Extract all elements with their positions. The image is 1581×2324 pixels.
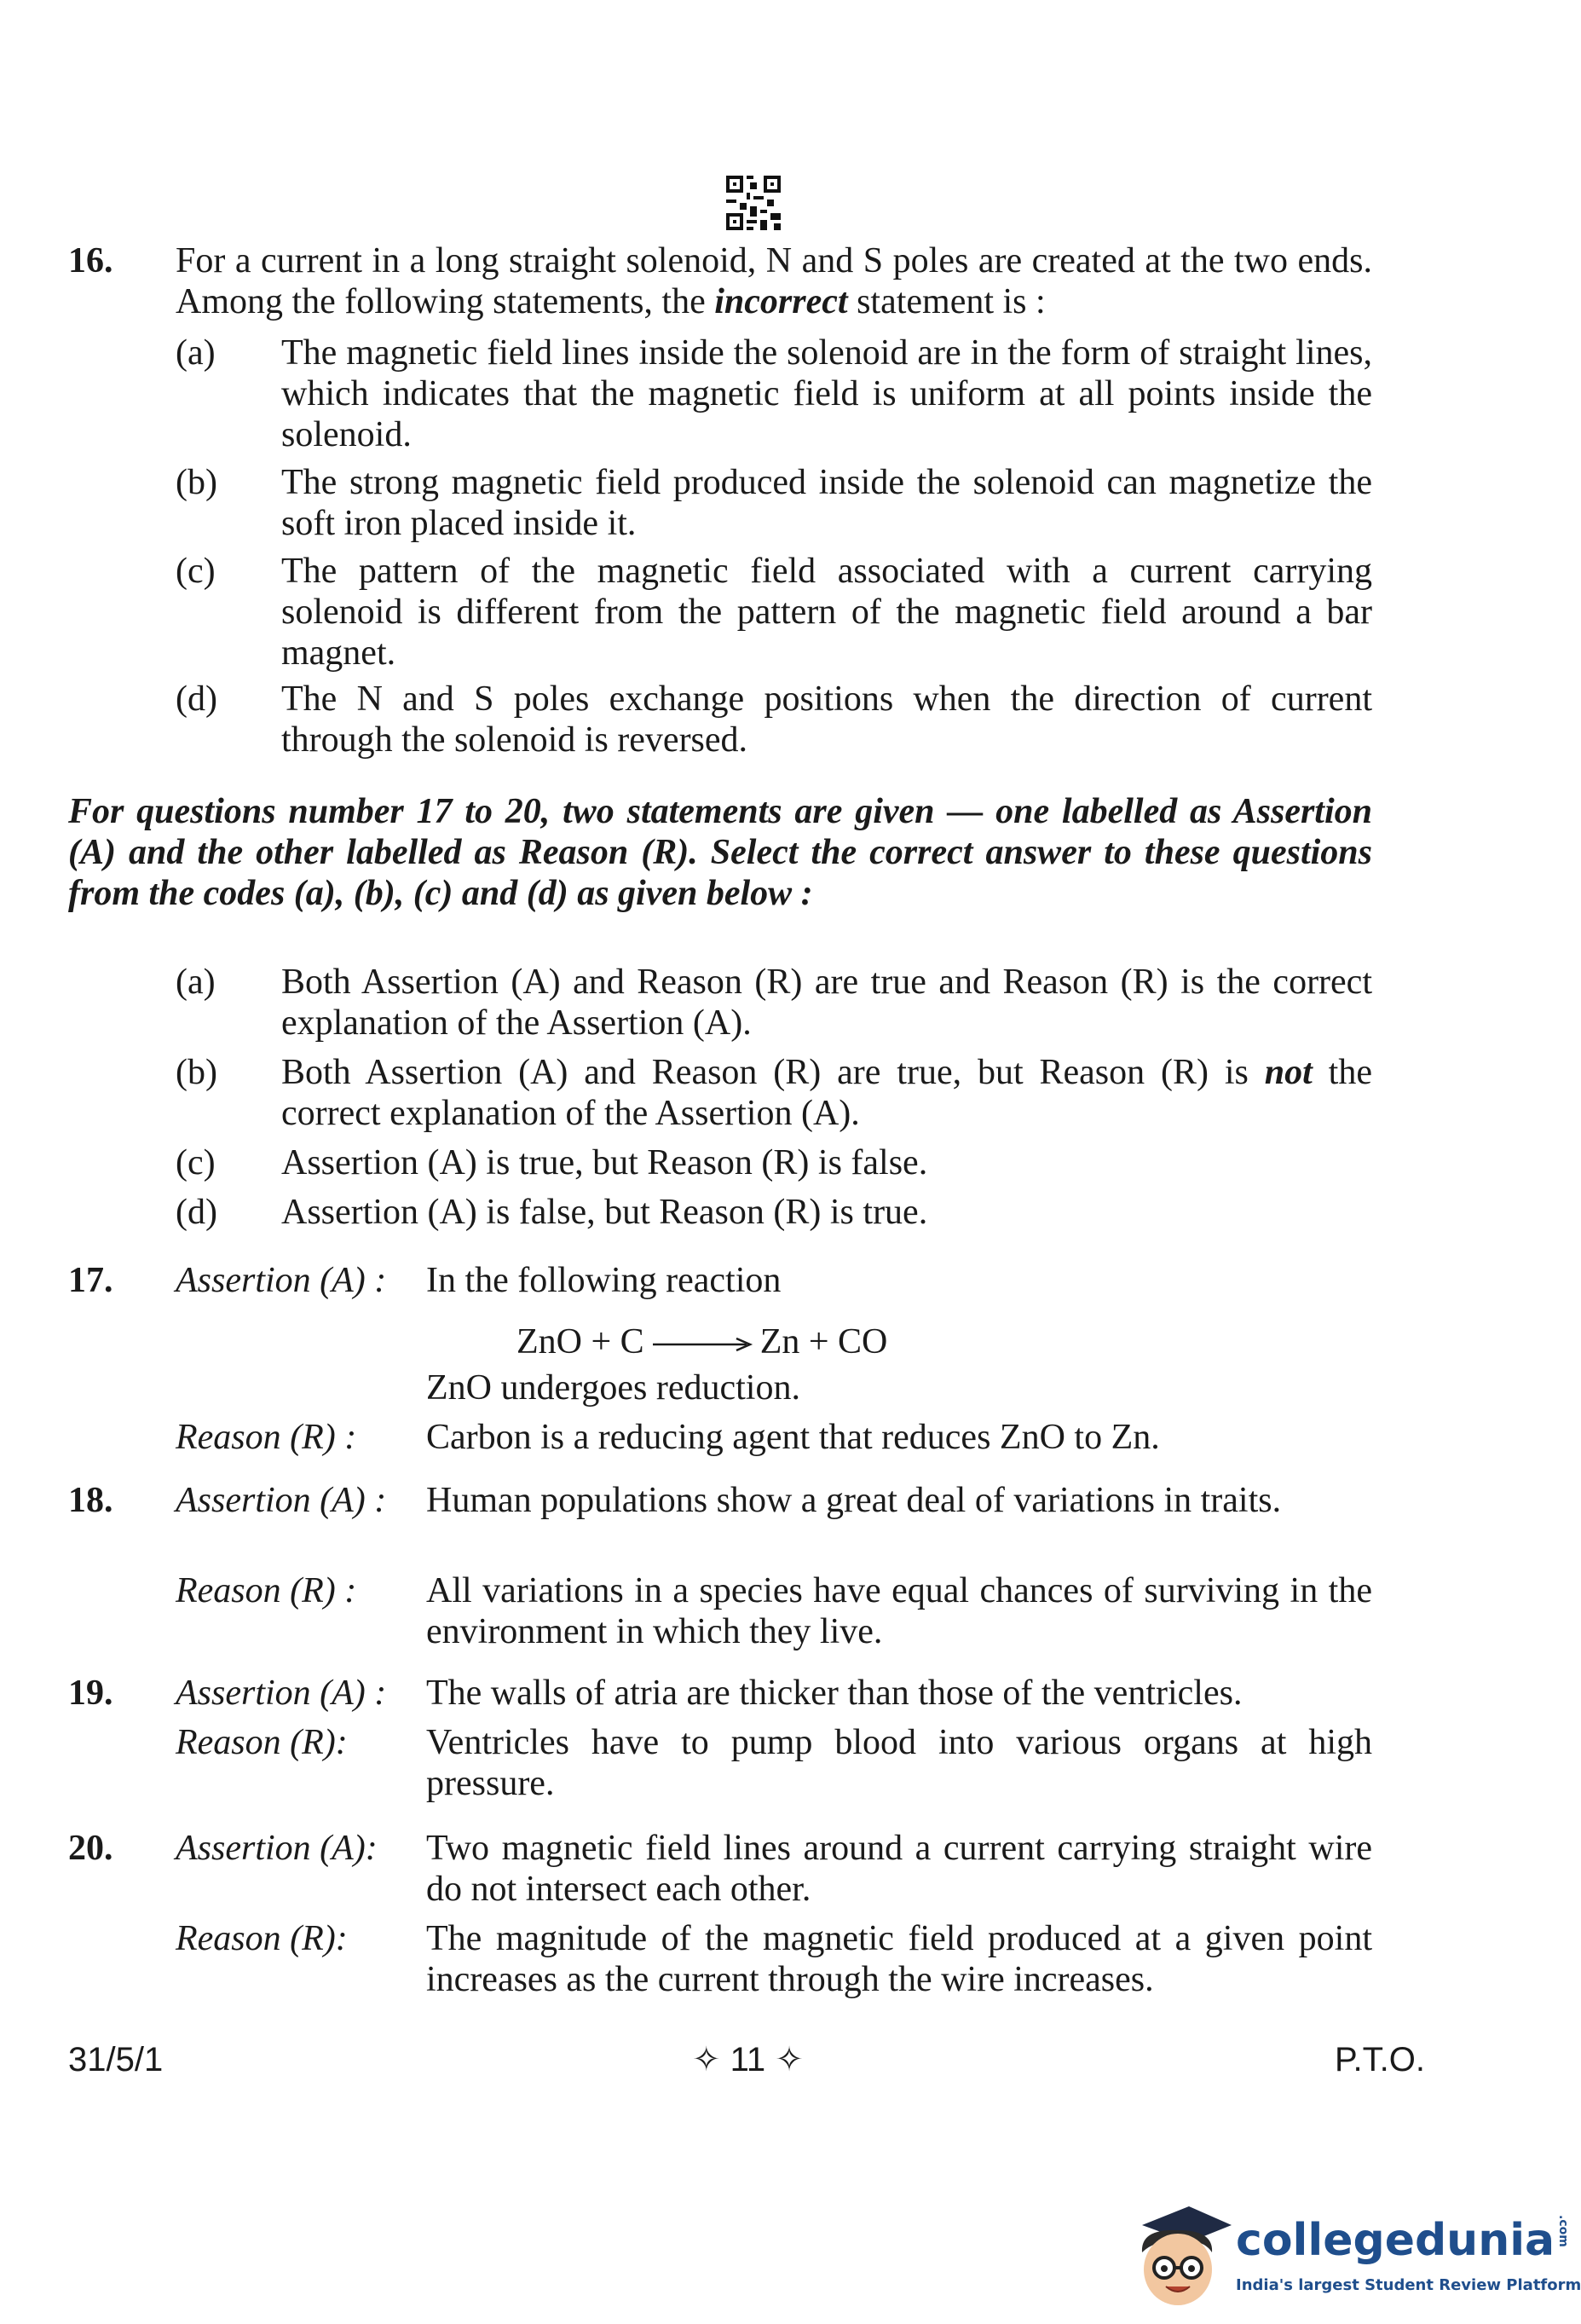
page-number: ✧ 11 ✧	[692, 2041, 804, 2078]
logo-tagline: India's largest Student Review Platform	[1236, 2276, 1581, 2294]
question-20-reason: Reason (R): The magnitude of the magnetic field produced at a given point increases as the current through the wire increases.	[176, 1919, 1372, 1999]
q16-option-d: (d) The N and S poles exchange positions when the direction of current through the solenoid is reversed.	[176, 679, 1372, 760]
reason-label: Reason (R):	[176, 1919, 348, 1958]
assertion-label: Assertion (A):	[176, 1829, 378, 1868]
question-number: 19.	[68, 1674, 113, 1713]
question-19-assertion: 19. Assertion (A) : The walls of atria are thicker than those of the ventricles.	[68, 1674, 1243, 1713]
question-number: 18.	[68, 1481, 113, 1520]
q16-option-b: (b) The strong magnetic field produced inside the solenoid can magnetize the soft iron placed inside it.	[176, 463, 1372, 543]
question-17-assertion: 17. Assertion (A) : In the following reaction	[68, 1261, 782, 1300]
question-19-reason: Reason (R): Ventricles have to pump blood into various organs at high pressure.	[176, 1723, 1372, 1803]
code-a: (a) Both Assertion (A) and Reason (R) are true and Reason (R) is the correct explanation of the Assertion (A).	[176, 963, 1372, 1043]
qr-code-icon	[726, 176, 781, 230]
question-17-reason: Reason (R) : Carbon is a reducing agent that reduces ZnO to Zn.	[176, 1418, 1160, 1457]
code-c: (c) Assertion (A) is true, but Reason (R) is false.	[176, 1143, 928, 1182]
please-turn-over: P.T.O.	[1335, 2041, 1425, 2078]
question-number: 17.	[68, 1261, 113, 1300]
question-18-assertion: 18. Assertion (A) : Human populations show a great deal of variations in traits.	[68, 1481, 1282, 1520]
question-number: 16.	[68, 241, 113, 280]
question-18-reason: Reason (R) : All variations in a species have equal chances of surviving in the environment in which they live.	[176, 1571, 1372, 1651]
reason-label: Reason (R) :	[176, 1418, 357, 1457]
reason-label: Reason (R) :	[176, 1571, 357, 1610]
code-b: (b) Both Assertion (A) and Reason (R) are true, but Reason (R) is not the correct explanation of the Assertion (A).	[176, 1053, 1372, 1133]
diamond-right-icon: ✧	[765, 2041, 804, 2078]
question-number: 20.	[68, 1829, 113, 1868]
assertion-reason-instructions: For questions number 17 to 20, two statements are given — one labelled as Assertion (A) and the other labelled as Reason (R). Select the correct answer to these questions from the codes (a), (b), (c) and (d) as given below :	[68, 792, 1372, 913]
logo-wordmark: collegedunia .com	[1236, 2215, 1571, 2266]
assertion-label: Assertion (A) :	[176, 1674, 387, 1713]
question-16	[68, 240, 1372, 322]
q16-option-c: (c) The pattern of the magnetic field associated with a current carrying solenoid is different from the pattern of the magnetic field around a bar magnet.	[176, 552, 1372, 673]
emphasis-not: not	[1264, 1053, 1313, 1092]
reason-label: Reason (R):	[176, 1723, 348, 1762]
assertion-label: Assertion (A) :	[176, 1481, 387, 1520]
emphasis-incorrect: incorrect	[714, 282, 848, 321]
diamond-left-icon: ✧	[692, 2041, 730, 2078]
assertion-label: Assertion (A) :	[176, 1261, 387, 1300]
reaction-arrow-icon	[651, 1336, 753, 1353]
q16-option-a: (a) The magnetic field lines inside the solenoid are in the form of straight lines, which indicates that the magnetic field is uniform at all points inside the solenoid.	[176, 333, 1372, 454]
paper-code: 31/5/1	[68, 2041, 164, 2078]
code-d: (d) Assertion (A) is false, but Reason (R) is true.	[176, 1193, 928, 1232]
question-17-assertion-cont: ZnO undergoes reduction.	[426, 1368, 800, 1408]
collegedunia-logo	[1125, 2200, 1581, 2310]
student-mascot-icon	[1125, 2200, 1232, 2310]
chemical-equation: ZnO + C Zn + CO	[516, 1322, 888, 1361]
question-20-assertion: 20. Assertion (A): Two magnetic field lines around a current carrying straight wire do not intersect each other.	[68, 1829, 1372, 1909]
question-text: For a current in a long straight solenoid, N and S poles are created at the two ends. Among the following statements, the incorrect statement is :	[176, 241, 1372, 321]
